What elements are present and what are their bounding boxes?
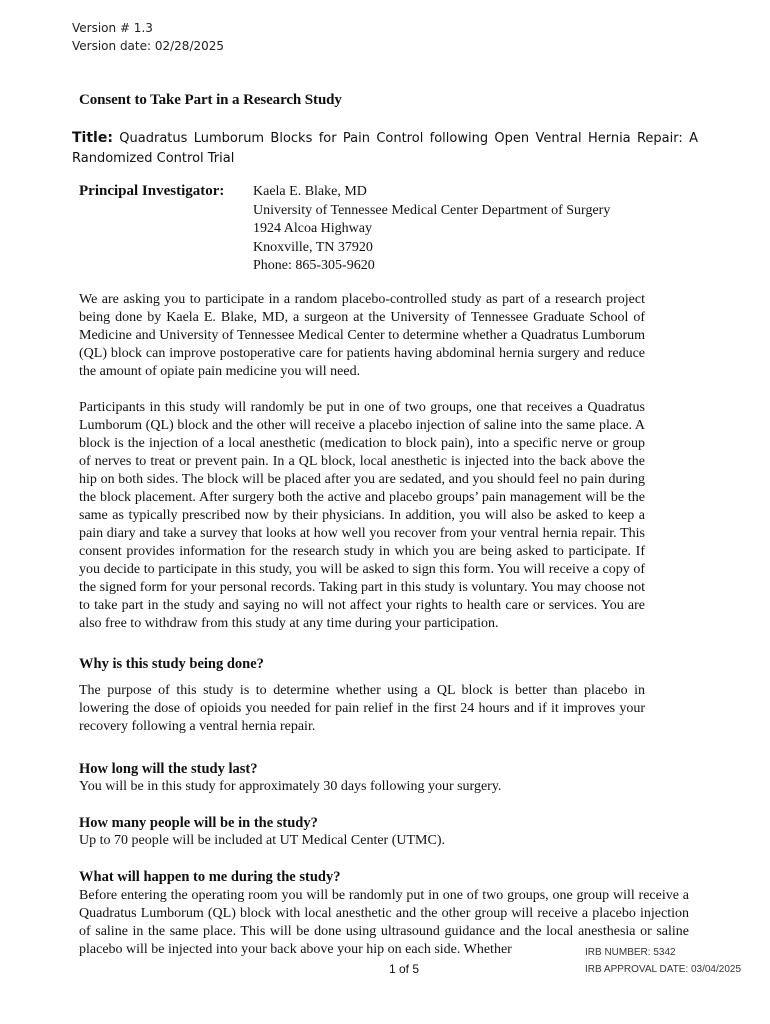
- investigator-department: University of Tennessee Medical Center Department of Surgery: [253, 202, 611, 218]
- version-number: Version # 1.3: [72, 21, 153, 35]
- version-date: Version date: 02/28/2025: [72, 39, 225, 53]
- study-title-text: Quadratus Lumborum Blocks for Pain Control following Open Ventral Hernia Repair: A Randomized Control Trial: [72, 131, 698, 166]
- section-heading-what-happens: What will happen to me during the study?: [79, 869, 341, 885]
- investigator-name: Kaela E. Blake, MD: [253, 184, 367, 199]
- investigator-city: Knoxville, TN 37920: [253, 239, 373, 255]
- section-heading-why: Why is this study being done?: [79, 656, 264, 672]
- investigator-phone: Phone: 865-305-9620: [253, 258, 375, 273]
- study-title-label: Title:: [72, 130, 113, 146]
- irb-number: IRB NUMBER: 5342: [585, 947, 676, 958]
- version-header: [72, 19, 224, 55]
- intro-paragraph: We are asking you to participate in a random placebo-controlled study as part of a research project being done by Kaela E. Blake, MD, a surgeon at the University of Tennessee Graduate School of Medicine and University of Tennessee Medical Center to determine whether a Quadratus Lumborum (QL) block can improve postoperative care for patients having abdominal hernia surgery and reduce the amount of opiate pain medicine you will need.: [79, 292, 645, 379]
- section-text-what-happens: Before entering the operating room you will be randomly put in one of two groups, one group will receive a Quadratus Lumborum (QL) block with local anesthetic and the other group will receive a placebo injection of saline in the same place. This will be done using ultrasound guidance and the local anesthesia or saline placebo will be injected into your back above your hip on each side. Whether: [79, 888, 689, 957]
- section-text-how-long: You will be in this study for approximately 30 days following your surgery.: [79, 779, 502, 794]
- investigator-street: 1924 Alcoa Highway: [253, 221, 372, 236]
- section-text-why: The purpose of this study is to determine whether using a QL block is better than placebo in lowering the dose of opioids you needed for pain relief in the first 24 hours and if it improves your recovery following a ventral hernia repair.: [79, 683, 645, 734]
- study-title: [72, 128, 698, 169]
- section-heading-how-many: How many people will be in the study?: [79, 815, 318, 831]
- page-number: 1 of 5: [389, 962, 420, 976]
- consent-title: Consent to Take Part in a Research Study: [79, 92, 342, 108]
- irb-approval-date: IRB APPROVAL DATE: 03/04/2025: [585, 964, 742, 975]
- section-text-how-many: Up to 70 people will be included at UT Medical Center (UTMC).: [79, 833, 445, 848]
- irb-stamp: [585, 944, 741, 978]
- principal-investigator-details: [253, 183, 610, 276]
- section-heading-how-long: How long will the study last?: [79, 761, 258, 777]
- participation-paragraph: Participants in this study will randomly be put in one of two groups, one that receives a Quadratus Lumborum (QL) block and the other will receive a placebo injection of saline into the same place. A block is the injection of a local anesthetic (medication to block pain), into a specific nerve or group of nerves to treat or prevent pain. In a QL block, local anesthetic is injected into the back above the hip on both sides. The block will be placed after you are sedated, and you should feel no pain during the block placement. After surgery both the active and placebo groups’ pain management will be the same as typically prescribed now by their physicians. In addition, you will also be asked to keep a pain diary and take a survey that looks at how well you recover from your ventral hernia repair. This consent provides information for the research study in which you are being asked to participate. If you decide to participate in this study, you will be asked to sign this form. You will receive a copy of the signed form for your personal records. Taking part in this study is voluntary. You may choose not to take part in the study and saying no will not affect your rights to health care or services. You are also free to withdraw from this study at any time during your participation.: [79, 400, 645, 631]
- principal-investigator-label: Principal Investigator:: [79, 183, 225, 199]
